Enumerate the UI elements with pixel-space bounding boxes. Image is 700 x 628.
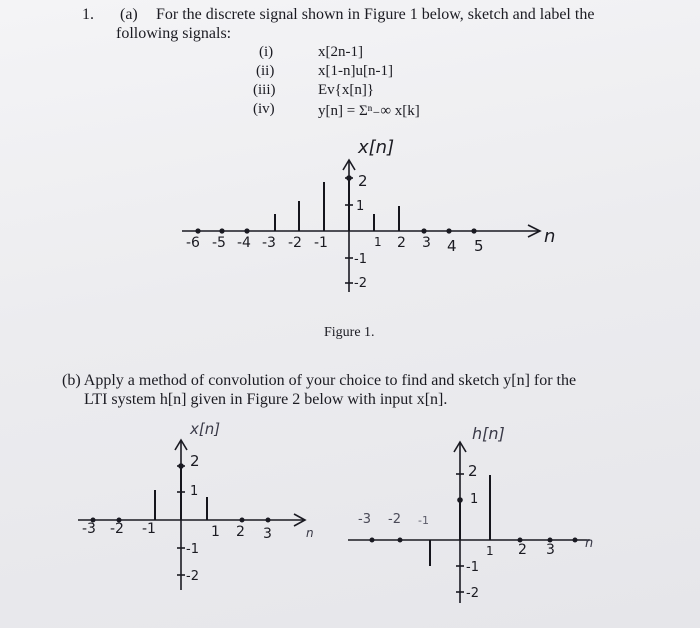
part-a-label: (a) [120, 6, 138, 23]
fig2l-x-tick: -3 [82, 521, 96, 537]
figure-1-y-label: x[n] [358, 137, 395, 158]
fig2r-y-tick: 2 [468, 462, 478, 480]
figure-2-right-y-label: h[n] [472, 424, 505, 443]
figure-1-caption: Figure 1. [324, 325, 375, 340]
fig1-zero-dot [195, 228, 200, 233]
figure-1-x-label: n [544, 226, 556, 247]
item-4-expr: y[n] = Σⁿ₋∞ x[k] [318, 103, 420, 119]
fig2l-x-tick: 3 [263, 526, 272, 542]
fig2l-y-tick: 2 [190, 452, 200, 470]
fig2r-x-tick: -3 [358, 512, 371, 527]
fig1-y-tick: -1 [354, 252, 367, 267]
fig2r-x-tick: -1 [418, 514, 429, 527]
fig1-zero-dot [244, 228, 249, 233]
fig1-zero-dot [471, 228, 476, 233]
fig1-y-tick: 2 [358, 172, 368, 190]
part-b-text-line2: LTI system h[n] given in Figure 2 below with input x[n]. [84, 391, 448, 408]
fig2r-y-tick: -2 [466, 586, 479, 601]
fig2r-x-tick: 3 [546, 542, 555, 558]
fig1-x-tick: -3 [262, 235, 276, 251]
part-a-text-line1: For the discrete signal shown in Figure 1 below, sketch and label the [156, 6, 595, 23]
fig1-x-tick: 2 [397, 235, 406, 251]
fig1-y-tick: 1 [356, 199, 365, 214]
fig2l-x-tick: -1 [142, 521, 156, 537]
fig1-zero-dot [421, 228, 426, 233]
fig1-y-tick: -2 [354, 276, 367, 291]
fig2l-y-tick: -2 [186, 569, 199, 584]
fig1-x-tick: 5 [474, 237, 484, 255]
fig1-x-tick: 4 [447, 237, 457, 255]
fig2l-x-tick: 1 [211, 524, 220, 540]
fig2l-y-tick: 1 [190, 484, 199, 499]
fig1-x-tick: 1 [374, 235, 382, 249]
figure-2-right-x-label: n [585, 536, 594, 551]
item-3-number: (iii) [253, 82, 276, 98]
part-a-text-line2: following signals: [116, 25, 232, 42]
problem-number: 1. [82, 6, 94, 23]
part-b-text-line1: (b) Apply a method of convolution of your choice to find and sketch y[n] for the [62, 372, 577, 389]
item-1-number: (i) [259, 44, 274, 60]
fig1-x-tick: 3 [422, 235, 431, 251]
fig1-zero-dot [219, 228, 224, 233]
fig2l-x-tick: -2 [110, 521, 124, 537]
fig2r-x-tick: 2 [518, 542, 527, 558]
item-3-expr: Ev{x[n]} [318, 82, 375, 98]
fig1-x-tick: -6 [186, 235, 200, 251]
fig2r-x-tick: -2 [388, 512, 401, 527]
fig1-x-tick: -2 [288, 235, 302, 251]
fig2r-y-tick: 1 [470, 492, 479, 507]
item-1-expr: x[2n-1] [318, 44, 363, 60]
fig1-x-tick: -1 [314, 235, 328, 251]
figure-2-left-y-label: x[n] [190, 420, 221, 438]
fig1-zero-dot [446, 228, 451, 233]
item-4-number: (iv) [253, 101, 275, 117]
figure-2-left-x-label: n [306, 526, 314, 540]
fig2r-y-tick: -1 [466, 560, 479, 575]
fig2l-x-tick: 2 [236, 524, 245, 540]
fig2l-y-tick: -1 [186, 542, 199, 557]
item-2-number: (ii) [256, 63, 275, 79]
fig1-x-tick: -5 [212, 235, 226, 251]
fig1-x-tick: -4 [237, 235, 251, 251]
item-2-expr: x[1-n]u[n-1] [318, 63, 393, 79]
fig2r-x-tick: 1 [486, 544, 494, 558]
